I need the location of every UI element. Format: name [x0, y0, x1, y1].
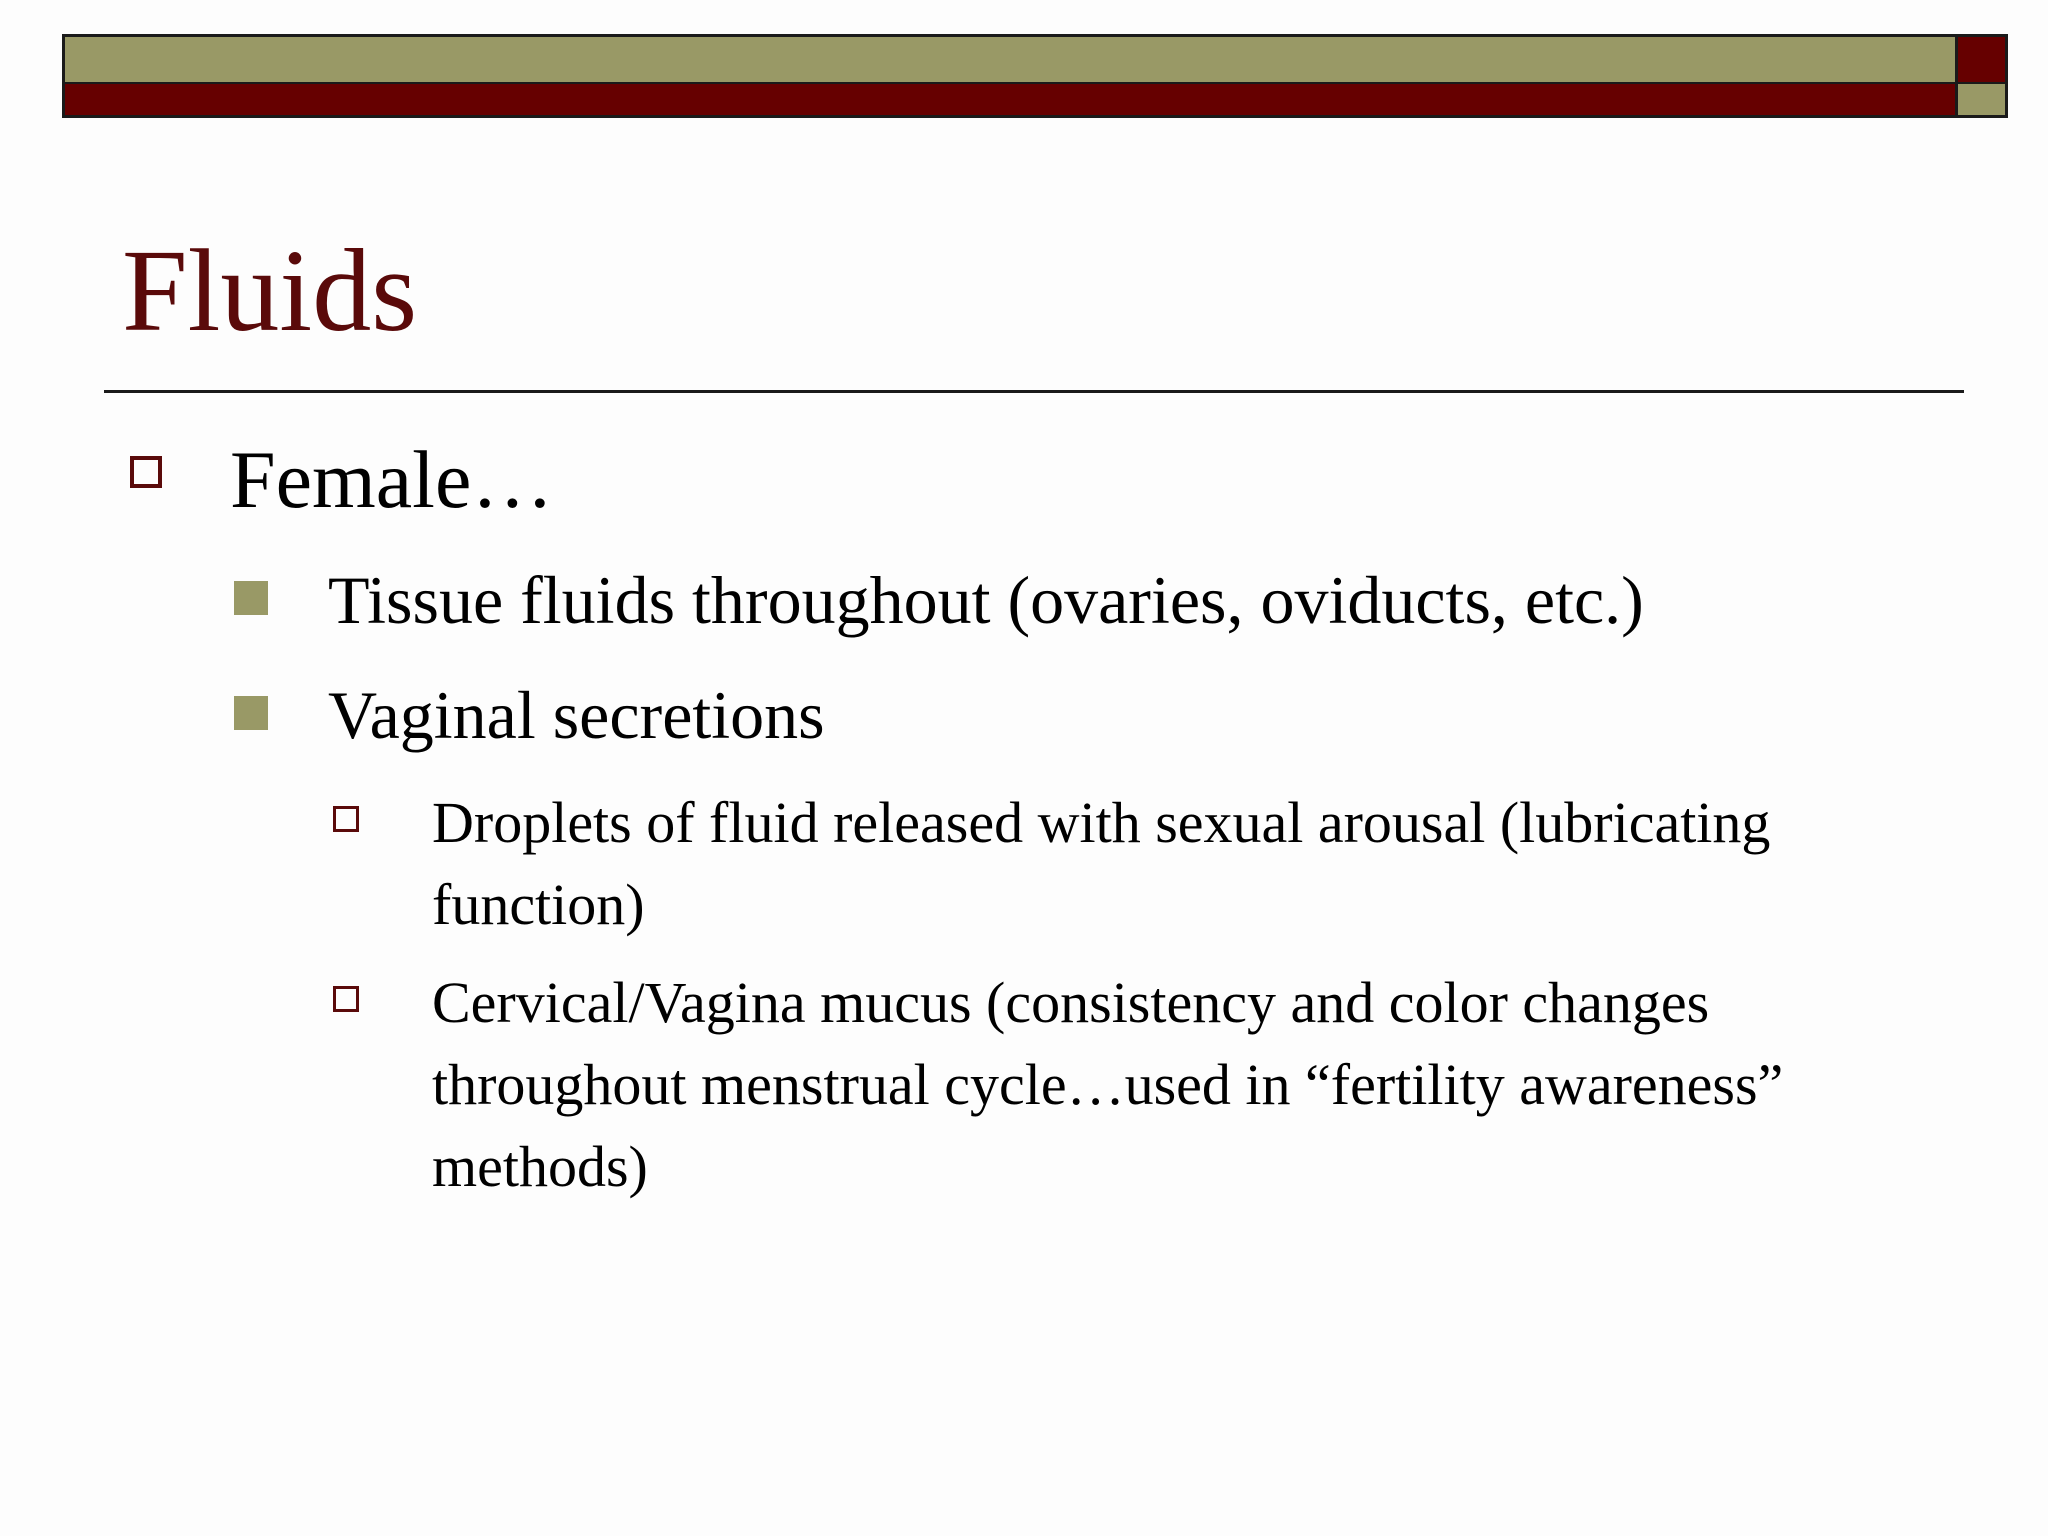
- hollow-square-bullet-icon: [333, 986, 359, 1012]
- bullet-level2-tissue-fluids: Tissue fluids throughout (ovaries, oviducts, etc.): [328, 562, 1644, 638]
- bullet-level2-vaginal-secretions: Vaginal secretions: [328, 677, 825, 753]
- header-bar-maroon: [62, 84, 1958, 118]
- bullet-level3-cervical-mucus: Cervical/Vagina mucus (consistency and color changes throughout menstrual cycle…used in “fertility awareness” methods): [432, 970, 1784, 1199]
- header-corner-maroon: [1955, 34, 2008, 85]
- hollow-square-bullet-icon: [333, 806, 359, 832]
- slide-title: Fluids: [122, 225, 418, 356]
- header-corner-olive: [1955, 84, 2008, 118]
- bullet-level3-droplets: Droplets of fluid released with sexual arousal (lubricating function): [432, 790, 1771, 937]
- filled-square-bullet-icon: [234, 696, 268, 730]
- header-bar-olive: [62, 34, 1958, 85]
- hollow-square-bullet-icon: [130, 456, 162, 488]
- bullet-level1-female: Female…: [230, 434, 554, 525]
- title-divider: [104, 390, 1964, 393]
- filled-square-bullet-icon: [234, 581, 268, 615]
